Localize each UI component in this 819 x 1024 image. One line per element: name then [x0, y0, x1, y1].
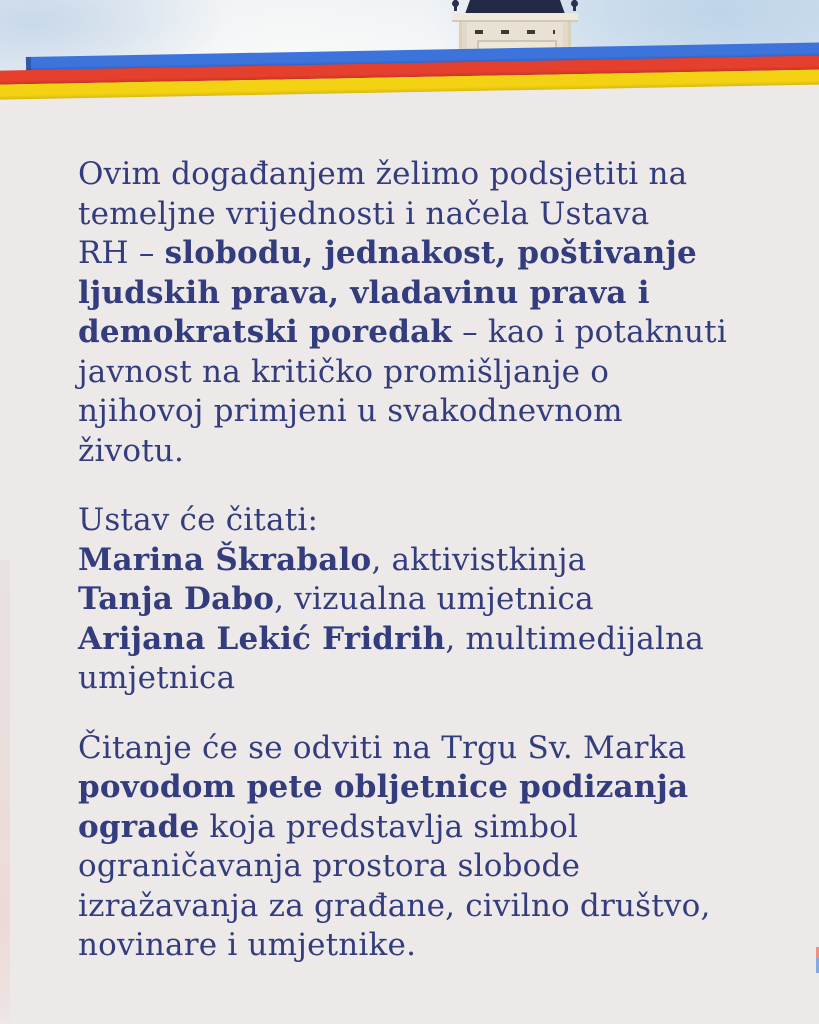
text-line [78, 926, 778, 966]
text-segment: , multimedijalna [445, 620, 704, 657]
text-segment: , aktivistkinja [371, 541, 587, 578]
paragraph [78, 155, 778, 471]
paragraph [78, 501, 778, 699]
body-text [78, 155, 778, 996]
text-segment: RH – [78, 235, 165, 271]
bold-text-segment: ograde [78, 808, 200, 845]
text-segment: Ustav će čitati: [78, 502, 319, 538]
bold-text-segment: Marina Škrabalo [78, 541, 372, 578]
bold-text-segment: ljudskih prava, vladavinu prava i [78, 274, 650, 311]
text-segment: umjetnica [78, 660, 236, 696]
text-line [78, 808, 778, 848]
bold-text-segment: Arijana Lekić Fridrih [78, 620, 446, 657]
text-line [78, 234, 778, 274]
tower-cornice [452, 13, 578, 22]
text-line [78, 887, 778, 927]
text-line [78, 501, 778, 541]
text-line [78, 847, 778, 887]
text-line [78, 768, 778, 808]
text-segment: izražavanja za građane, civilno društvo, [78, 887, 711, 924]
bold-text-segment: demokratski poredak [78, 314, 453, 350]
text-line [78, 659, 778, 699]
text-segment: novinare i umjetnike. [78, 927, 417, 963]
text-segment: , vizualna umjetnica [274, 581, 594, 617]
text-segment: Ovim događanjem želimo podsjetiti na [78, 156, 688, 192]
text-segment: javnost na kritičko promišljanje o [78, 353, 610, 390]
left-edge-photo-streak [0, 560, 10, 1020]
tower-finial-icon [454, 0, 457, 11]
text-line [78, 580, 778, 620]
text-segment: temeljne vrijednosti i načela Ustava [78, 195, 650, 232]
paragraph [78, 729, 778, 966]
bold-text-segment: povodom pete obljetnice podizanja [78, 769, 689, 805]
tower-roof [465, 0, 565, 14]
text-line [78, 620, 778, 660]
text-segment: – kao i potaknuti [452, 314, 727, 350]
bold-text-segment: Tanja Dabo [78, 581, 275, 617]
text-segment: koja predstavlja simbol [199, 808, 579, 845]
text-segment: ograničavanja prostora slobode [78, 848, 581, 884]
text-line [78, 541, 778, 581]
text-segment: Čitanje će se odviti na Trgu Sv. Marka [78, 729, 687, 766]
text-segment: njihovoj primjeni u svakodnevnom [78, 393, 623, 429]
text-line [78, 432, 778, 472]
tower-finial-icon [573, 0, 576, 11]
text-line [78, 155, 778, 195]
text-line [78, 195, 778, 235]
bold-text-segment: slobodu, jednakost, poštivanje [164, 235, 697, 271]
tower-clock-markings [475, 30, 555, 34]
text-line [78, 274, 778, 314]
text-line [78, 353, 778, 393]
text-segment: životu. [78, 432, 185, 469]
text-line [78, 392, 778, 432]
text-line [78, 313, 778, 353]
text-line [78, 729, 778, 769]
